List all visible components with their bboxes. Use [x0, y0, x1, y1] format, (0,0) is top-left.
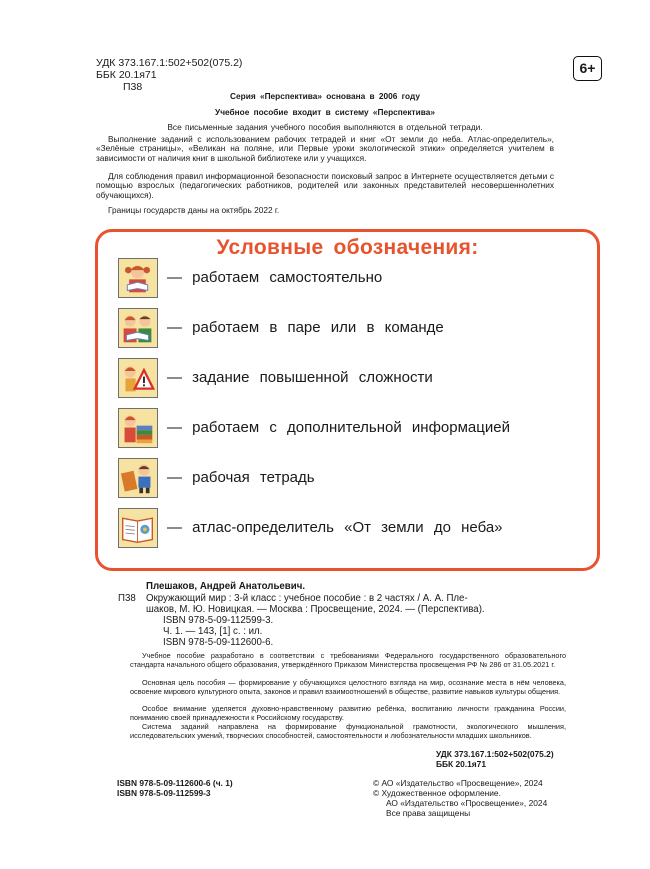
- girl-reading-icon: [118, 258, 158, 298]
- footer-isbn-part: ISBN 978-5-09-112600-6 (ч. 1): [117, 778, 233, 788]
- abstract-paragraph-4: Система заданий направлена на формирование функциональной грамотности, экологического мышления, исследовательских умений, творческих способностей, самостоятельности и любознательности младших школьников.: [130, 722, 566, 740]
- workbook-icon: [118, 458, 158, 498]
- paragraph-books: Выполнение заданий с использованием рабочих тетрадей и книг «От земли до неба. Атлас-определитель», «Зелёные страницы», «Великан на поляне, или Первые уроки экологической этики» определяется учителем в зависимости от наличия книг в школьной библиотеке или у учащихся.: [96, 134, 554, 163]
- legend-item-extra-info: — работаем с дополнительной информацией: [167, 419, 510, 436]
- copyright-design: © Художественное оформление.: [373, 788, 501, 798]
- udk-code: УДК 373.167.1:502+502(075.2): [96, 57, 243, 69]
- biblio-isbn-full: ISBN 978-5-09-112599-3.: [163, 615, 274, 626]
- paragraph-internet: Для соблюдения правил информационной безопасности поисковый запрос в Интернете осуществляется детьми с помощью взрослых (педагогических работников, родителей или законных представителей несовершеннолетних обучающихся).: [96, 171, 554, 200]
- footer-udk: УДК 373.167.1:502+502(075.2): [436, 749, 554, 759]
- biblio-line-2: шаков, М. Ю. Новицкая. — Москва : Просвещение, 2024. — (Перспектива).: [146, 604, 485, 615]
- copyright-design-holder: АО «Издательство «Просвещение», 2024: [386, 798, 548, 808]
- rights-reserved: Все права защищены: [386, 808, 471, 818]
- legend-item-workbook: — рабочая тетрадь: [167, 469, 315, 486]
- author-heading: Плешаков, Андрей Анатольевич.: [146, 581, 306, 592]
- bbk-code: ББК 20.1я71: [96, 69, 157, 81]
- atlas-icon: [118, 508, 158, 548]
- author-mark: П38: [123, 81, 143, 93]
- copyright-publisher: © АО «Издательство «Просвещение», 2024: [373, 778, 543, 788]
- biblio-isbn-part: ISBN 978-5-09-112600-6.: [163, 637, 274, 648]
- abstract-paragraph-3: Особое внимание уделяется духовно-нравственному развитию ребёнка, воспитанию личности гражданина России, пониманию своей принадлежности к Российскому государству.: [130, 704, 566, 722]
- classification-block: [96, 57, 242, 93]
- warning-sign-icon: [118, 358, 158, 398]
- legend-item-pair: — работаем в паре или в команде: [167, 319, 444, 336]
- legend-item-atlas: — атлас-определитель «От земли до неба»: [167, 519, 503, 536]
- book-stack-icon: [118, 408, 158, 448]
- series-line: Серия «Перспектива» основана в 2006 году: [230, 91, 420, 101]
- pair-reading-icon: [118, 308, 158, 348]
- legend-title: Условные обозначения:: [216, 236, 479, 259]
- legend-item-hard: — задание повышенной сложности: [167, 369, 433, 386]
- notebook-note: Все письменные задания учебного пособия выполняются в отдельной тетради.: [167, 122, 483, 132]
- legend-item-independent: — работаем самостоятельно: [167, 269, 383, 286]
- system-line: Учебное пособие входит в систему «Перспектива»: [215, 107, 435, 117]
- footer-isbn-full: ISBN 978-5-09-112599-3: [117, 788, 211, 798]
- abstract-paragraph-2: Основная цель пособия — формирование у обучающихся целостного взгляда на мир, осознание места в нём человека, освоение мирового культурного опыта, законов и правил взаимоотношений в обществе, развитие навыков культуры общения.: [130, 678, 566, 696]
- biblio-part: Ч. 1. — 143, [1] с. : ил.: [163, 626, 263, 637]
- biblio-code: П38: [118, 593, 136, 604]
- age-rating-badge: 6+: [573, 56, 602, 81]
- biblio-line-1: Окружающий мир : 3-й класс : учебное пособие : в 2 частях / А. А. Пле-: [146, 593, 468, 604]
- paragraph-borders: Границы государств даны на октябрь 2022 г.: [108, 205, 280, 215]
- footer-bbk: ББК 20.1я71: [436, 759, 486, 769]
- abstract-paragraph-1: Учебное пособие разработано в соответствии с требованиями Федерального государственного образовательного стандарта начального общего образования, утверждённого Приказом Министерства просвещения РФ № 286 от 31.05.2021 г.: [130, 651, 566, 669]
